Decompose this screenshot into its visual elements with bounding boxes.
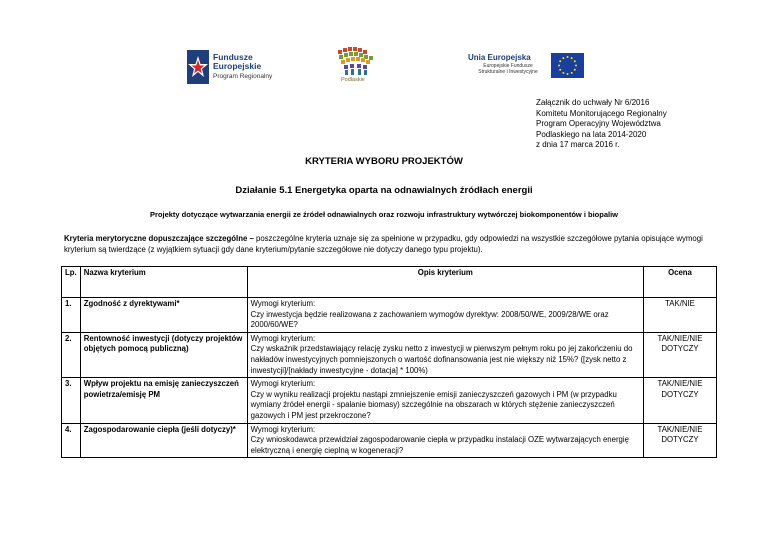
fe-star-icon: [187, 50, 209, 84]
annex-note: [536, 98, 667, 151]
measure-title: Działanie 5.1 Energetyka oparta na odnawialnych źródłach energii: [235, 185, 533, 196]
header-score: Ocena: [643, 267, 716, 298]
row-desc-label: Wymogi kryterium:: [250, 299, 316, 308]
row-desc-label: Wymogi kryterium:: [250, 379, 316, 389]
row-score-line1: TAK/NIE/NIE: [657, 424, 703, 434]
table-row: [62, 332, 717, 377]
table-header-row: [62, 267, 717, 298]
header-desc: Opis kryterium: [247, 267, 643, 298]
table-row: [62, 423, 717, 458]
row-lp: 4.: [62, 423, 81, 458]
row-lp: 3.: [62, 378, 81, 423]
row-desc-label: Wymogi kryterium:: [250, 333, 316, 343]
row-score-line2: DOTYCZY: [661, 344, 699, 354]
row-score: [643, 423, 716, 458]
page-title: KRYTERIA WYBORU PROJEKTÓW: [305, 156, 463, 167]
fe-line1: Fundusze: [213, 52, 253, 62]
row-desc-label: Wymogi kryterium:: [250, 424, 316, 434]
podlaskie-logo: [335, 44, 377, 88]
eu-flag-icon: [551, 53, 584, 78]
criteria-table: [61, 266, 717, 458]
intro-bold: Kryteria merytoryczne dopuszczające szczególne –: [64, 234, 254, 243]
row-desc: [247, 332, 643, 377]
table-row: [62, 298, 717, 333]
row-score-line2: DOTYCZY: [661, 435, 699, 445]
row-name: Zagospodarowanie ciepła (jeśli dotyczy)*: [80, 423, 247, 458]
row-desc-text: Czy inwestycja będzie realizowana z zachowaniem wymogów dyrektyw: 2008/50/WE, 2009/28/WE oraz 2000/60/WE?: [250, 309, 609, 330]
row-desc: [247, 378, 643, 423]
row-score: [643, 332, 716, 377]
table-row: [62, 378, 717, 423]
annex-line4: Podlaskiego na lata 2014-2020: [536, 129, 647, 139]
row-score: [643, 298, 716, 333]
ue-sub: [472, 63, 544, 75]
bison-icon: [335, 44, 377, 76]
row-score-line2: DOTYCZY: [661, 389, 699, 399]
annex-line5: z dnia 17 marca 2016 r.: [536, 140, 620, 149]
row-score-line1: TAK/NIE: [665, 299, 695, 308]
row-desc: [247, 423, 643, 458]
intro-text: poszczególne kryteria uznaje się za spełnione w przypadku, gdy odpowiedzi na wszystkie szczegółowe pytania opisujące wymogi kryterium są twierdzące (z wyjątkiem sytuacji gdy dane kryterium/pytanie szczegółowe nie dotyczy danego typu projektu).: [64, 234, 703, 254]
annex-line1: Załącznik do uchwały Nr 6/2016: [536, 98, 650, 107]
fe-line3: Program Regionalny: [213, 73, 273, 80]
podlaskie-label: Podlaskie: [341, 77, 365, 83]
header-name: Nazwa kryterium: [80, 267, 247, 298]
ue-sub2: Strukturalne i Inwestycyjne: [478, 69, 538, 75]
fundusze-europejskie-logo: [187, 50, 307, 86]
header-lp: Lp.: [62, 267, 81, 298]
row-name: Zgodność z dyrektywami*: [80, 298, 247, 333]
ue-title: Unia Europejska: [468, 53, 531, 62]
row-score-line1: TAK/NIE/NIE: [657, 333, 703, 343]
row-desc-text: Czy wnioskodawca przewidział zagospodarowanie ciepła w przypadku instalacji OZE wytwarzających energię elektryczną i energię cieplną w kogeneracji?: [250, 435, 629, 455]
fe-line2: Europejskie: [213, 61, 262, 71]
subheading: Projekty dotyczące wytwarzania energii ze źródeł odnawialnych oraz rozwoju infrastruktury wytwórczej biokomponentów i biopaliw: [149, 210, 618, 219]
row-lp: 2.: [62, 332, 81, 377]
row-score: [643, 378, 716, 423]
annex-line2: Komitetu Monitorującego Regionalny: [536, 108, 667, 118]
row-desc-text: Czy w wyniku realizacji projektu nastąpi zmniejszenie emisji zanieczyszczeń gazowych i PM (w przypadku wymiany źródeł energii - spalanie biomasy) szczególnie na obszarach w których stężenie zanieczyszczeń gazowych i PM jest przekroczone?: [250, 389, 617, 420]
ue-sub1: Europejskie Fundusze: [483, 63, 533, 69]
row-desc: [247, 298, 643, 333]
fe-text-block: [213, 53, 272, 81]
row-desc-text: Czy wskaźnik przedstawiający relację zysku netto z inwestycji w pierwszym pełnym roku po jej zakończeniu do nakładów inwestycyjnych pomniejszonych o wartość dofinansowania jest nie większy niż 15%? ([zysk netto z inwestycji]/[nakłady inwestycyjne - dotacja] * 100%): [250, 344, 633, 375]
row-name: Rentowność inwestycji (dotyczy projektów objętych pomocą publiczną): [80, 332, 247, 377]
row-lp: 1.: [62, 298, 81, 333]
intro-paragraph: [64, 234, 710, 255]
annex-line3: Program Operacyjny Województwa: [536, 119, 661, 128]
row-score-line1: TAK/NIE/NIE: [657, 379, 703, 389]
eu-logo: [466, 53, 584, 81]
row-name: Wpływ projektu na emisję zanieczyszczeń powietrza/emisję PM: [80, 378, 247, 423]
